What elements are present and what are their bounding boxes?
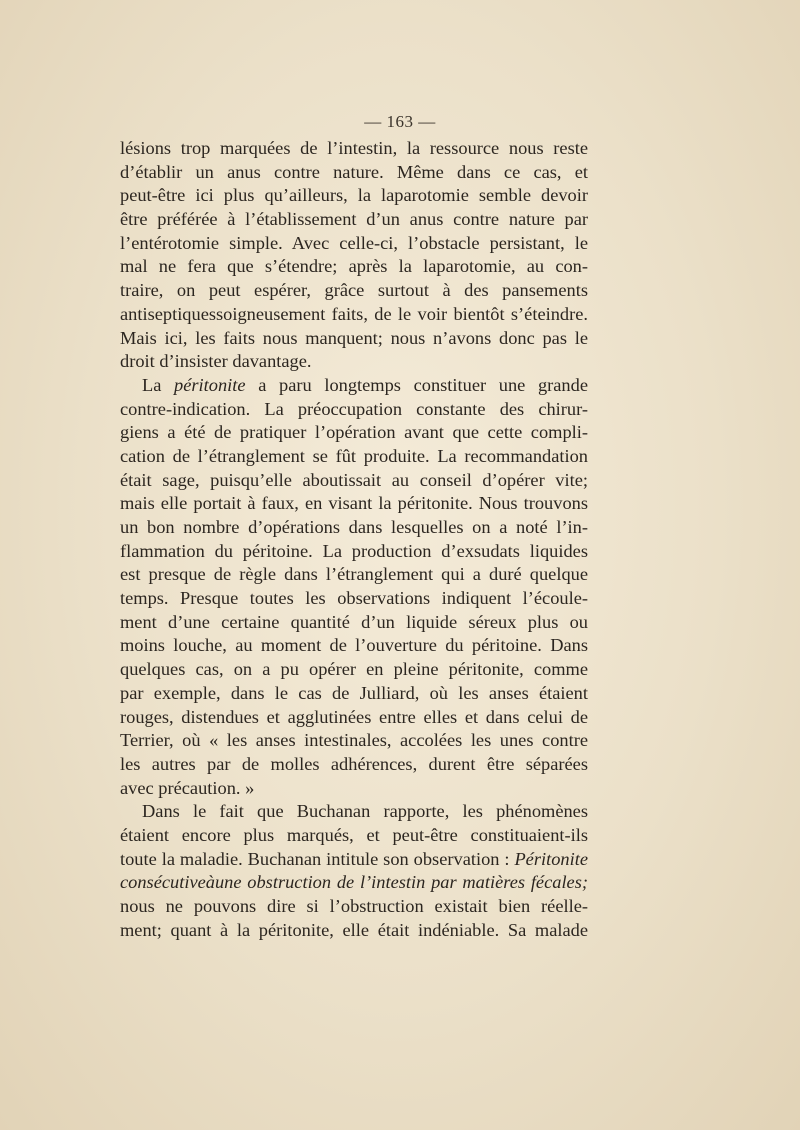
text-line bbox=[120, 374, 588, 398]
text-line bbox=[120, 303, 588, 327]
text-segment: Terrier, où « les anses intestinales, accolées les unes contre bbox=[120, 730, 588, 751]
text-segment: étaient encore plus marqués, et peut-être constituaient-ils bbox=[120, 824, 588, 845]
text-segment: a paru longtemps constituer une grande bbox=[245, 374, 588, 395]
text-segment: ment d’une certaine quantité d’un liquide séreux plus ou bbox=[120, 611, 588, 632]
text-segment: Mais ici, les faits nous manquent; nous n’avons donc pas le bbox=[120, 327, 588, 348]
text-segment: les autres par de molles adhérences, durent être séparées bbox=[120, 753, 588, 774]
text-line bbox=[120, 611, 588, 635]
text-line bbox=[120, 729, 588, 753]
text-line bbox=[120, 848, 588, 872]
text-line bbox=[120, 232, 588, 256]
page-number: — 163 — bbox=[364, 112, 436, 131]
text-segment: l’entérotomie simple. Avec celle-ci, l’obstacle persistant, le bbox=[120, 232, 588, 253]
text-segment: quelques cas, on a pu opérer en pleine péritonite, comme bbox=[120, 659, 588, 680]
text-line bbox=[120, 777, 588, 801]
text-segment: toute la maladie. Buchanan intitule son observation : bbox=[120, 848, 515, 869]
text-line bbox=[120, 587, 588, 611]
text-line bbox=[120, 895, 588, 919]
text-segment: nous ne pouvons dire si l’obstruction existait bien réelle- bbox=[120, 896, 588, 916]
text-segment: antiseptiquessoigneusement faits, de le voir bientôt s’éteindre. bbox=[120, 303, 588, 324]
text-segment: ment; quant à la péritonite, elle était indéniable. Sa malade bbox=[120, 919, 588, 940]
text-line bbox=[120, 563, 588, 587]
text-segment: giens a été de pratiquer l’opération avant que cette compli- bbox=[120, 422, 588, 443]
text-line bbox=[120, 255, 588, 279]
text-line bbox=[120, 753, 588, 777]
text-line bbox=[120, 327, 588, 351]
text-segment: traire, on peut espérer, grâce surtout à des pansements bbox=[120, 280, 588, 301]
text-line bbox=[120, 706, 588, 730]
italic-text: péritonite bbox=[174, 374, 246, 395]
text-line bbox=[120, 824, 588, 848]
text-line bbox=[120, 492, 588, 516]
text-segment: flammation du péritoine. La production d’exsudats liquides bbox=[120, 540, 588, 561]
text-segment: temps. Presque toutes les observations indiquent l’écoule- bbox=[120, 588, 588, 609]
text-segment: cation de l’étranglement se fût produite. La recommandation bbox=[120, 445, 588, 466]
text-segment: d’établir un anus contre nature. Même dans ce cas, et bbox=[120, 161, 588, 182]
text-line bbox=[120, 469, 588, 493]
text-segment: Dans le fait que Buchanan rapporte, les phénomènes bbox=[142, 801, 588, 822]
text-line bbox=[120, 658, 588, 682]
text-segment: La bbox=[142, 374, 175, 395]
text-segment: est presque de règle dans l’étranglement qui a duré quelque bbox=[120, 564, 588, 585]
text-line bbox=[120, 421, 588, 445]
italic-text: Péritonite bbox=[514, 848, 588, 869]
text-line bbox=[120, 634, 588, 658]
body-text bbox=[120, 137, 588, 942]
text-segment: moins louche, au moment de l’ouverture du péritoine. Dans bbox=[120, 635, 588, 656]
text-segment: par exemple, dans le cas de Julliard, où les anses étaient bbox=[120, 682, 588, 703]
text-line bbox=[120, 800, 588, 824]
text-segment: mal ne fera que s’étendre; après la laparotomie, au con- bbox=[120, 256, 588, 277]
text-segment: peut-être ici plus qu’ailleurs, la laparotomie semble devoir bbox=[120, 185, 588, 206]
text-line bbox=[120, 184, 588, 208]
text-segment: avec précaution. » bbox=[120, 777, 255, 798]
text-line bbox=[120, 161, 588, 185]
text-segment: un bon nombre d’opérations dans lesquelles on a noté l’in- bbox=[120, 517, 588, 537]
text-segment: était sage, puisqu’elle aboutissait au conseil d’opérer vite; bbox=[120, 469, 588, 490]
text-line bbox=[120, 516, 588, 540]
text-line bbox=[120, 208, 588, 232]
text-line bbox=[120, 398, 588, 422]
text-line bbox=[120, 540, 588, 564]
text-segment: mais elle portait à faux, en visant la péritonite. Nous trouvons bbox=[120, 493, 588, 514]
text-line bbox=[120, 279, 588, 303]
text-line bbox=[120, 919, 588, 943]
italic-text: consécutiveàune obstruction de l’intestin par matières fécales; bbox=[120, 872, 588, 893]
text-line bbox=[120, 445, 588, 469]
text-segment: lésions trop marquées de l’intestin, la ressource nous reste bbox=[120, 138, 588, 158]
text-line bbox=[120, 871, 588, 895]
text-segment: rouges, distendues et agglutinées entre elles et dans celui de bbox=[120, 706, 588, 727]
text-line bbox=[120, 137, 588, 161]
text-segment: droit d’insister davantage. bbox=[120, 351, 312, 372]
text-line bbox=[120, 682, 588, 706]
text-segment: contre-indication. La préoccupation constante des chirur- bbox=[120, 398, 588, 419]
text-line bbox=[120, 350, 588, 374]
text-segment: être préférée à l’établissement d’un anus contre nature par bbox=[120, 209, 588, 230]
